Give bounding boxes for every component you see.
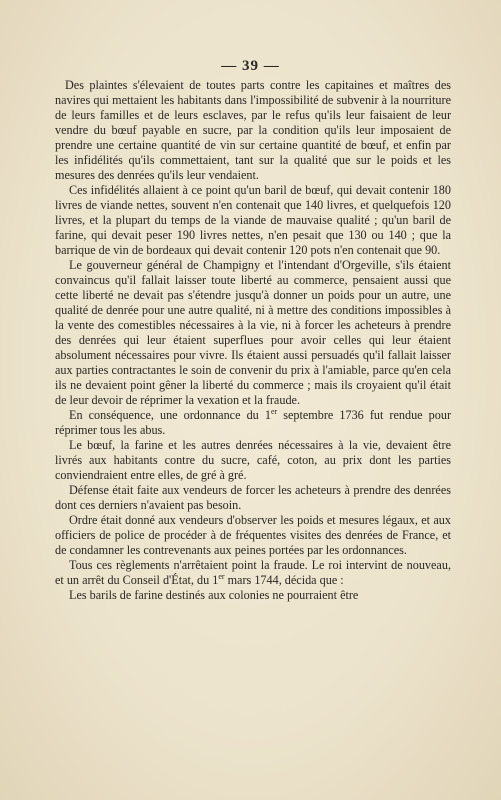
ordinal-superscript: er	[218, 571, 225, 581]
paragraph-text: mars 1744, décida que :	[224, 573, 344, 587]
paragraph: Ordre était donné aux vendeurs d'observer les poids et mesures légaux, et aux officiers de police de procéder à de fréquentes visites des denrées de France, et de condamner les contrevenants aux peines portées par les ordonnances.	[55, 513, 451, 557]
body-text	[55, 78, 451, 603]
paragraph-text: septembre 1736 fut rendue pour réprimer tous les abus.	[55, 408, 452, 437]
paragraph: Des plaintes s'élevaient de toutes parts contre les capitaines et maîtres des navires qui mettaient les habitants dans l'impossibilité de subvenir à la nourriture de leurs familles et de leurs esclaves, par le refus qu'ils leur faisaient de leur vendre du bœuf payable en sucre, par la condition qu'ils leur imposaient de prendre une certaine quantité de vin sur certaine quantité de bœuf, et enfin par les infidélités qu'ils commettaient, tant sur la qualité que sur le poids et les mesures des denrées qu'ils leur vendaient.	[55, 78, 451, 182]
paragraph	[55, 558, 451, 588]
page-number: — 39 —	[221, 58, 280, 74]
paragraph-text: Tous ces règlements n'arrêtaient point la fraude. Le roi intervint de nouveau, et un arrêt du Conseil d'État, du 1	[55, 558, 451, 587]
paragraph: Ces infidélités allaient à ce point qu'un baril de bœuf, qui devait contenir 180 livres de viande nettes, souvent n'en contenait que 140 livres, et quelquefois 120 livres, et la plupart du temps de la viande de mauvaise qualité ; qu'un baril de farine, qui devait peser 190 livres nettes, n'en pesait que 130 ou 140 ; que la barrique de vin de bordeaux qui devait contenir 120 pots n'en contenait que 90.	[55, 183, 451, 257]
ordinal-superscript: er	[270, 406, 278, 416]
paragraph	[55, 408, 451, 438]
paragraph: Le bœuf, la farine et les autres denrées nécessaires à la vie, devaient être livrés aux habitants contre du sucre, café, coton, au prix dont les parties conviendraient entre elles, de gré à gré.	[55, 438, 451, 482]
paragraph: Les barils de farine destinés aux colonies ne pourraient être	[69, 588, 359, 602]
paragraph-text: En conséquence, une ordonnance du 1	[69, 408, 271, 422]
paragraph: Le gouverneur général de Champigny et l'intendant d'Orgeville, s'ils étaient convaincus qu'il fallait laisser toute liberté au commerce, pensaient aussi que cette liberté ne devait pas s'étendre jusqu'à donner un poids pour un autre, une qualité de denrée pour une autre qualité, ni à mettre des conditions impossibles à la vente des comestibles nécessaires à la vie, ni à forcer les acheteurs à prendre des denrées qui leur étaient superflues pour avoir celles qui leur étaient absolument nécessaires pour vivre. Ils étaient aussi persuadés qu'il fallait laisser aux parties contractantes le soin de convenir du prix à l'amiable, parce qu'en cela ils ne devaient point gêner la liberté du commerce ; mais ils croyaient qu'il était de leur devoir de réprimer la vexation et la fraude.	[55, 258, 451, 407]
paragraph: Défense était faite aux vendeurs de forcer les acheteurs à prendre des denrées dont ces derniers n'avaient pas besoin.	[55, 483, 451, 512]
